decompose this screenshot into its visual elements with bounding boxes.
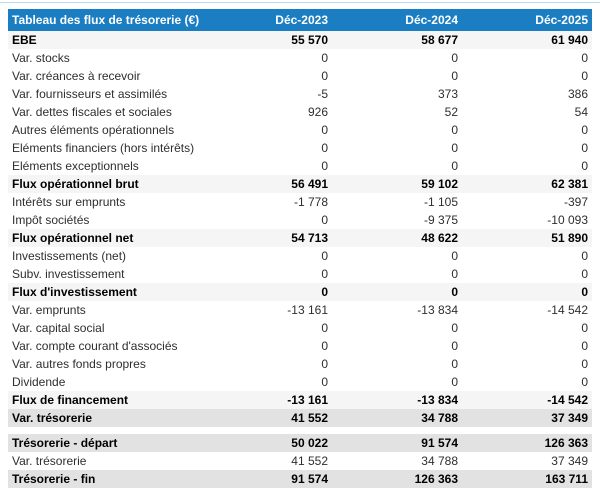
row-value: 37 349	[551, 454, 588, 468]
row-value: 0	[581, 357, 588, 371]
row-value: 0	[581, 69, 588, 83]
table-row	[8, 121, 592, 139]
row-value: 41 552	[291, 454, 328, 468]
table-row	[8, 319, 592, 337]
row-value: 373	[437, 87, 458, 101]
row-label: Dividende	[12, 375, 66, 389]
row-value: 56 491	[291, 177, 328, 191]
cash-flow-table	[8, 9, 592, 488]
row-label: Var. capital social	[12, 321, 105, 335]
row-value: 0	[581, 285, 588, 299]
row-label: Subv. investissement	[12, 267, 125, 281]
table-title: Tableau des flux de trésorerie (€)	[12, 13, 200, 27]
row-value: 0	[581, 375, 588, 389]
row-value: 0	[581, 159, 588, 173]
row-value: 0	[321, 375, 328, 389]
row-label: Var. fournisseurs et assimilés	[12, 87, 168, 101]
row-value: 0	[321, 123, 328, 137]
row-value: 0	[321, 339, 328, 353]
table-row	[8, 391, 592, 409]
row-label: Var. dettes fiscales et sociales	[12, 105, 172, 119]
row-label: Flux de financement	[12, 393, 129, 407]
row-value: -1 105	[423, 195, 458, 209]
column-header-dec-2023: Déc-2023	[275, 13, 328, 27]
table-row	[8, 373, 592, 391]
table-row	[8, 49, 592, 67]
table-row	[8, 470, 592, 488]
row-value: -13 161	[287, 393, 328, 407]
row-value: 0	[451, 141, 458, 155]
row-value: 0	[321, 69, 328, 83]
row-value: 0	[451, 267, 458, 281]
row-label: Autres éléments opérationnels	[12, 123, 175, 137]
row-value: 62 381	[551, 177, 588, 191]
row-value: -13 161	[287, 303, 328, 317]
row-value: 0	[581, 321, 588, 335]
row-value: 0	[321, 285, 328, 299]
row-value: -10 093	[547, 213, 588, 227]
row-value: 51 890	[551, 231, 588, 245]
row-value: 52	[444, 105, 458, 119]
row-label: EBE	[12, 33, 37, 47]
row-value: 386	[567, 87, 588, 101]
row-label: Flux opérationnel net	[12, 231, 134, 245]
row-value: 54 713	[291, 231, 328, 245]
row-value: 0	[451, 123, 458, 137]
table-row	[8, 175, 592, 193]
table-row	[8, 452, 592, 470]
row-value: 34 788	[421, 454, 458, 468]
row-value: -5	[317, 87, 328, 101]
row-label: Flux opérationnel brut	[12, 177, 139, 191]
row-label: Var. stocks	[12, 51, 70, 65]
row-label: Eléments financiers (hors intérêts)	[12, 141, 195, 155]
row-value: 0	[451, 339, 458, 353]
row-value: 91 574	[291, 472, 328, 486]
row-value: 126 363	[414, 472, 458, 486]
column-header-dec-2024: Déc-2024	[405, 13, 458, 27]
row-value: 0	[451, 69, 458, 83]
table-row	[8, 229, 592, 247]
row-value: 48 622	[421, 231, 458, 245]
row-value: 0	[321, 249, 328, 263]
row-value: 0	[581, 123, 588, 137]
row-value: 0	[321, 159, 328, 173]
table-row	[8, 283, 592, 301]
row-value: 0	[321, 321, 328, 335]
table-row	[8, 193, 592, 211]
row-value: 0	[451, 249, 458, 263]
row-value: 91 574	[421, 436, 458, 450]
row-label: Var. compte courant d'associés	[12, 339, 178, 353]
row-value: 163 711	[545, 472, 588, 486]
row-value: 0	[451, 357, 458, 371]
row-label: Var. autres fonds propres	[12, 357, 146, 371]
row-value: 126 363	[544, 436, 588, 450]
row-label: Impôt sociétés	[12, 213, 90, 227]
row-value: 59 102	[421, 177, 458, 191]
row-value: -14 542	[547, 303, 588, 317]
row-label: Flux d'investissement	[12, 285, 137, 299]
row-value: 41 552	[291, 411, 328, 425]
table-row	[8, 211, 592, 229]
table-row	[8, 301, 592, 319]
row-value: -9 375	[423, 213, 458, 227]
row-label: Investissements (net)	[12, 249, 127, 263]
row-value: 0	[451, 285, 458, 299]
row-label: Trésorerie - fin	[12, 472, 96, 486]
table-row	[8, 247, 592, 265]
row-label: Var. trésorerie	[12, 454, 87, 468]
table-row	[8, 103, 592, 121]
row-label: Var. emprunts	[12, 303, 86, 317]
top-divider-line	[0, 2, 600, 3]
row-value: 0	[451, 321, 458, 335]
row-value: 0	[581, 51, 588, 65]
row-value: 37 349	[551, 411, 588, 425]
row-label: Var. créances à recevoir	[12, 69, 141, 83]
row-label: Eléments exceptionnels	[12, 159, 139, 173]
row-label: Intérêts sur emprunts	[12, 195, 126, 209]
row-value: 0	[451, 159, 458, 173]
table-row	[8, 434, 592, 452]
row-value: 0	[321, 267, 328, 281]
row-value: 0	[321, 141, 328, 155]
row-value: 926	[307, 105, 328, 119]
table-row	[8, 409, 592, 427]
row-label: Var. trésorerie	[12, 411, 93, 425]
row-value: 0	[321, 51, 328, 65]
row-value: 34 788	[421, 411, 458, 425]
section-gap	[8, 427, 592, 434]
column-header-dec-2025: Déc-2025	[535, 13, 588, 27]
table-row	[8, 157, 592, 175]
row-value: -13 834	[417, 393, 458, 407]
row-value: -397	[563, 195, 588, 209]
row-value: -1 778	[293, 195, 328, 209]
table-row	[8, 265, 592, 283]
table-row	[8, 337, 592, 355]
row-value: 50 022	[291, 436, 328, 450]
table-header-row	[8, 9, 592, 31]
table-row	[8, 85, 592, 103]
table-row	[8, 355, 592, 373]
table-body	[8, 31, 592, 488]
row-value: 54	[574, 105, 588, 119]
row-value: 0	[581, 249, 588, 263]
table-row	[8, 31, 592, 49]
row-value: 0	[321, 213, 328, 227]
table-row	[8, 67, 592, 85]
row-value: 0	[451, 375, 458, 389]
row-value: 61 940	[551, 33, 588, 47]
row-value: 0	[581, 267, 588, 281]
row-value: 58 677	[421, 33, 458, 47]
row-value: 0	[321, 357, 328, 371]
row-value: 0	[581, 339, 588, 353]
table-row	[8, 139, 592, 157]
row-value: 55 570	[291, 33, 328, 47]
row-value: 0	[451, 51, 458, 65]
row-value: -13 834	[417, 303, 458, 317]
row-value: -14 542	[547, 393, 588, 407]
row-label: Trésorerie - départ	[12, 436, 118, 450]
row-value: 0	[581, 141, 588, 155]
